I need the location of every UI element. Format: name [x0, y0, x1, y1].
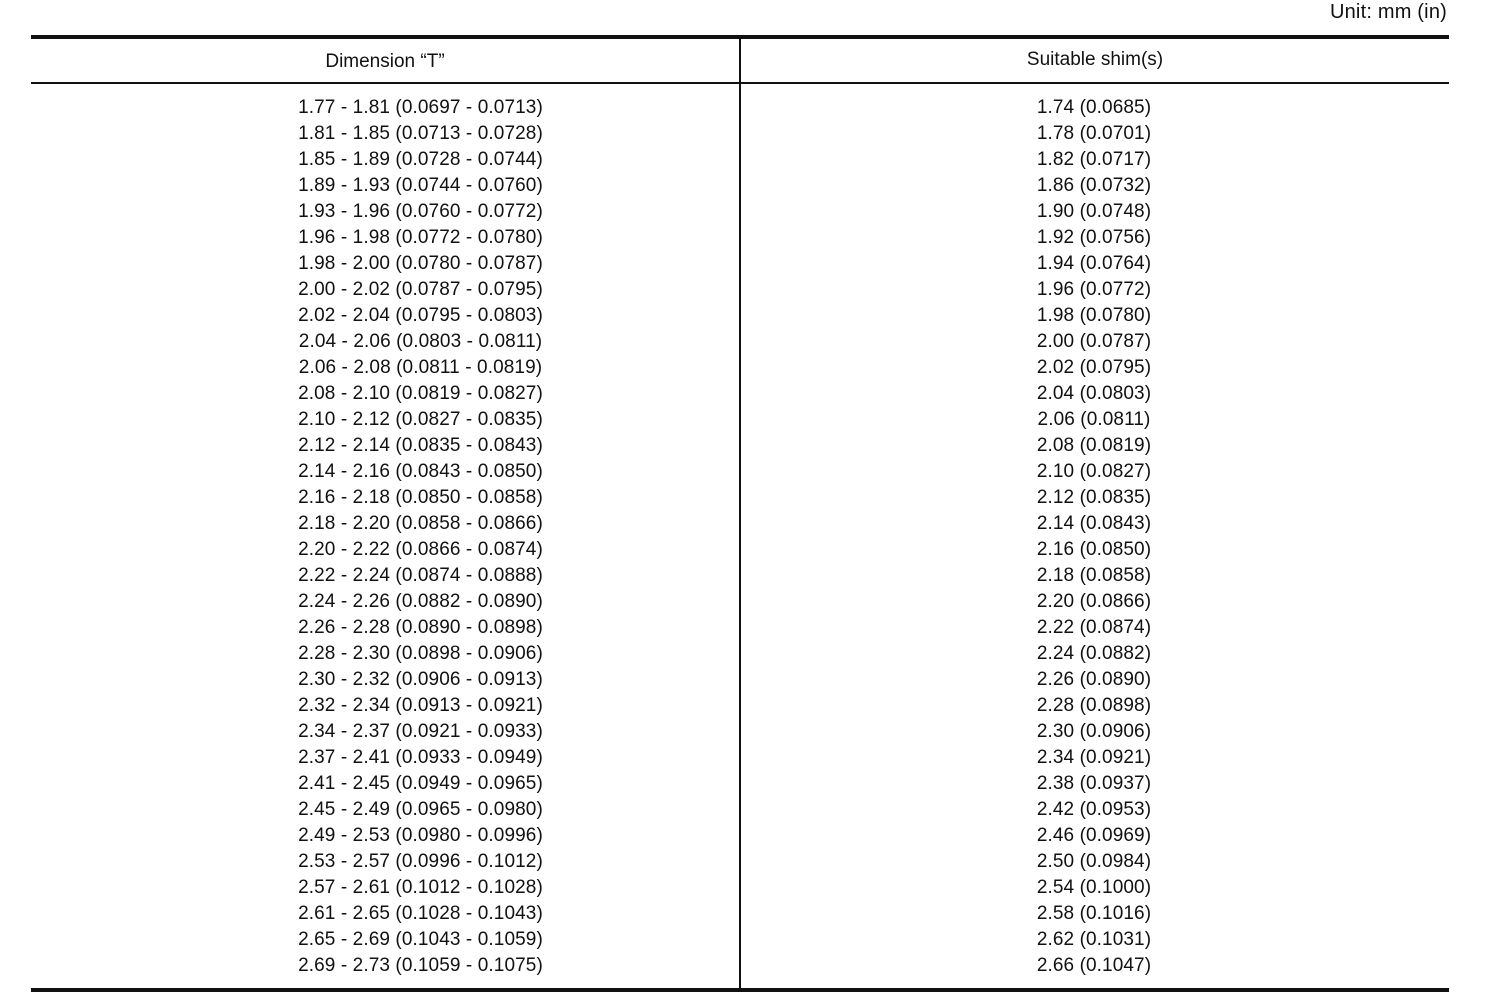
shim-cell: 2.24 (0.0882) [1036, 643, 1152, 664]
table-row [31, 797, 1449, 823]
dimension-cell: 2.24 - 2.26 (0.0882 - 0.0890) [298, 591, 543, 612]
shim-cell: 2.54 (0.1000) [1036, 877, 1152, 898]
table-row [31, 407, 1449, 433]
shim-cell: 2.62 (0.1031) [1036, 929, 1152, 950]
unit-label: Unit: mm (in) [1329, 1, 1447, 23]
table-row [31, 563, 1449, 589]
table-row [31, 771, 1449, 797]
table-row [31, 277, 1449, 303]
dimension-cell: 2.08 - 2.10 (0.0819 - 0.0827) [298, 383, 543, 404]
shim-cell: 2.50 (0.0984) [1036, 851, 1152, 872]
table-row [31, 901, 1449, 927]
shim-cell: 1.98 (0.0780) [1036, 305, 1152, 326]
dimension-cell: 2.22 - 2.24 (0.0874 - 0.0888) [298, 565, 543, 586]
table-row [31, 459, 1449, 485]
table-row [31, 225, 1449, 251]
dimension-cell: 1.96 - 1.98 (0.0772 - 0.0780) [298, 227, 543, 248]
shim-cell: 1.90 (0.0748) [1036, 201, 1152, 222]
table-row [31, 173, 1449, 199]
shim-cell: 2.04 (0.0803) [1036, 383, 1152, 404]
table-row [31, 719, 1449, 745]
shim-cell: 2.42 (0.0953) [1036, 799, 1152, 820]
shim-cell: 2.16 (0.0850) [1036, 539, 1152, 560]
table-row [31, 823, 1449, 849]
dimension-cell: 2.16 - 2.18 (0.0850 - 0.0858) [298, 487, 543, 508]
dimension-cell: 1.85 - 1.89 (0.0728 - 0.0744) [298, 149, 543, 170]
dimension-cell: 2.28 - 2.30 (0.0898 - 0.0906) [298, 643, 543, 664]
shim-cell: 2.20 (0.0866) [1036, 591, 1152, 612]
shim-cell: 2.58 (0.1016) [1036, 903, 1152, 924]
shim-cell: 1.92 (0.0756) [1036, 227, 1152, 248]
shim-cell: 2.12 (0.0835) [1036, 487, 1152, 508]
table-row [31, 927, 1449, 953]
shim-cell: 2.10 (0.0827) [1036, 461, 1152, 482]
dimension-cell: 2.45 - 2.49 (0.0965 - 0.0980) [298, 799, 543, 820]
dimension-cell: 2.06 - 2.08 (0.0811 - 0.0819) [298, 357, 543, 378]
dimension-cell: 2.20 - 2.22 (0.0866 - 0.0874) [298, 539, 543, 560]
shim-cell: 1.82 (0.0717) [1036, 149, 1152, 170]
dimension-cell: 2.14 - 2.16 (0.0843 - 0.0850) [298, 461, 543, 482]
table-row [31, 95, 1449, 121]
shim-cell: 2.00 (0.0787) [1036, 331, 1152, 352]
dimension-cell: 2.02 - 2.04 (0.0795 - 0.0803) [298, 305, 543, 326]
shim-cell: 2.30 (0.0906) [1036, 721, 1152, 742]
dimension-cell: 2.18 - 2.20 (0.0858 - 0.0866) [298, 513, 543, 534]
shim-cell: 1.96 (0.0772) [1036, 279, 1152, 300]
shim-cell: 2.08 (0.0819) [1036, 435, 1152, 456]
shim-cell: 1.78 (0.0701) [1036, 123, 1152, 144]
table-row [31, 849, 1449, 875]
shim-cell: 2.26 (0.0890) [1036, 669, 1152, 690]
table-row [31, 537, 1449, 563]
table-row [31, 953, 1449, 979]
table-row [31, 485, 1449, 511]
table-row [31, 199, 1449, 225]
dimension-cell: 1.77 - 1.81 (0.0697 - 0.0713) [298, 97, 543, 118]
shim-cell: 2.66 (0.1047) [1036, 955, 1152, 976]
table-row [31, 641, 1449, 667]
shim-cell: 2.34 (0.0921) [1036, 747, 1152, 768]
dimension-cell: 2.37 - 2.41 (0.0933 - 0.0949) [298, 747, 543, 768]
dimension-cell: 2.10 - 2.12 (0.0827 - 0.0835) [298, 409, 543, 430]
dimension-cell: 1.81 - 1.85 (0.0713 - 0.0728) [298, 123, 543, 144]
dimension-cell: 1.89 - 1.93 (0.0744 - 0.0760) [298, 175, 543, 196]
table-row [31, 667, 1449, 693]
table-row [31, 511, 1449, 537]
shim-cell: 2.18 (0.0858) [1036, 565, 1152, 586]
table-row [31, 381, 1449, 407]
table-row [31, 251, 1449, 277]
table-row [31, 355, 1449, 381]
dimension-cell: 1.98 - 2.00 (0.0780 - 0.0787) [298, 253, 543, 274]
dimension-cell: 2.04 - 2.06 (0.0803 - 0.0811) [298, 331, 543, 352]
table-row [31, 615, 1449, 641]
table-row [31, 693, 1449, 719]
shim-cell: 2.02 (0.0795) [1036, 357, 1152, 378]
shim-cell: 2.22 (0.0874) [1036, 617, 1152, 638]
header-dimension: Dimension “T” [325, 51, 445, 72]
dimension-cell: 2.00 - 2.02 (0.0787 - 0.0795) [298, 279, 543, 300]
dimension-cell: 2.12 - 2.14 (0.0835 - 0.0843) [298, 435, 543, 456]
table-row [31, 329, 1449, 355]
table-row [31, 589, 1449, 615]
shim-cell: 1.86 (0.0732) [1036, 175, 1152, 196]
shim-cell: 2.28 (0.0898) [1036, 695, 1152, 716]
table-row [31, 303, 1449, 329]
dimension-cell: 2.49 - 2.53 (0.0980 - 0.0996) [298, 825, 543, 846]
shim-cell: 1.74 (0.0685) [1036, 97, 1152, 118]
table-row [31, 745, 1449, 771]
shim-cell: 1.94 (0.0764) [1036, 253, 1152, 274]
table-row [31, 875, 1449, 901]
dimension-cell: 2.69 - 2.73 (0.1059 - 0.1075) [298, 955, 543, 976]
dimension-cell: 2.41 - 2.45 (0.0949 - 0.0965) [298, 773, 543, 794]
dimension-cell: 2.32 - 2.34 (0.0913 - 0.0921) [298, 695, 543, 716]
dimension-cell: 2.65 - 2.69 (0.1043 - 0.1059) [298, 929, 543, 950]
dimension-cell: 2.30 - 2.32 (0.0906 - 0.0913) [298, 669, 543, 690]
shim-cell: 2.14 (0.0843) [1036, 513, 1152, 534]
shim-cell: 2.46 (0.0969) [1036, 825, 1152, 846]
shim-cell: 2.38 (0.0937) [1036, 773, 1152, 794]
table-row [31, 147, 1449, 173]
table-row [31, 121, 1449, 147]
header-suitable-shims: Suitable shim(s) [1026, 49, 1164, 70]
dimension-cell: 2.26 - 2.28 (0.0890 - 0.0898) [298, 617, 543, 638]
dimension-cell: 2.57 - 2.61 (0.1012 - 0.1028) [298, 877, 543, 898]
dimension-cell: 2.34 - 2.37 (0.0921 - 0.0933) [298, 721, 543, 742]
dimension-cell: 1.93 - 1.96 (0.0760 - 0.0772) [298, 201, 543, 222]
table-row [31, 433, 1449, 459]
table-body [31, 95, 1449, 979]
dimension-cell: 2.61 - 2.65 (0.1028 - 0.1043) [298, 903, 543, 924]
shim-cell: 2.06 (0.0811) [1037, 409, 1151, 430]
dimension-cell: 2.53 - 2.57 (0.0996 - 0.1012) [298, 851, 543, 872]
